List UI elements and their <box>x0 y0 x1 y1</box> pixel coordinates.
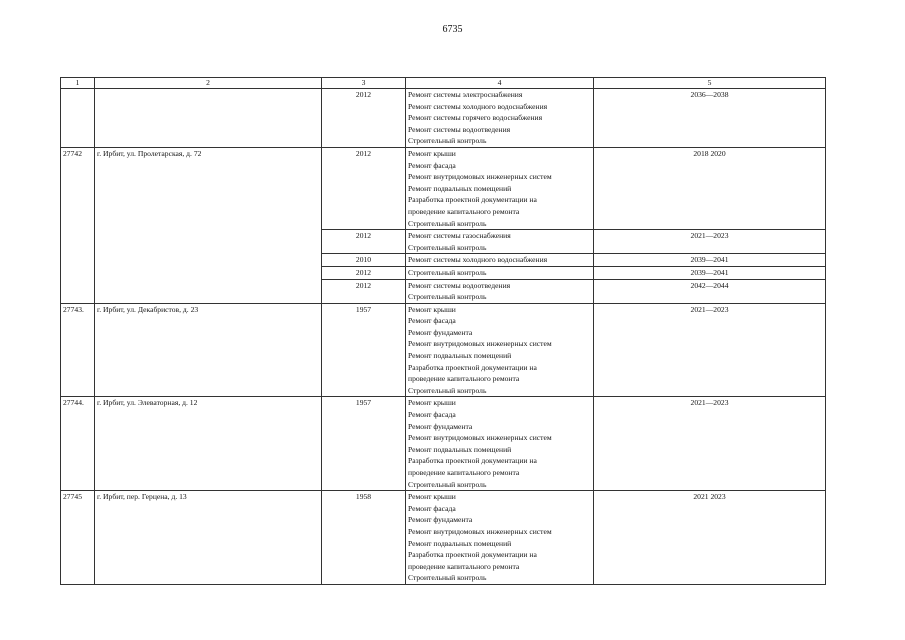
work-item: Ремонт подвальных помещений <box>408 351 512 361</box>
work-item: проведение капитального ремонта <box>408 206 520 216</box>
row-year: 2012 <box>322 89 406 148</box>
work-item: проведение капитального ремонта <box>408 468 520 477</box>
work-item: Разработка проектной документации на <box>408 550 537 560</box>
row-works <box>406 397 594 491</box>
work-item: Ремонт системы водоотведения <box>408 124 511 134</box>
work-item: Ремонт крыши <box>408 304 456 314</box>
work-item: Ремонт подвальных помещений <box>408 538 512 548</box>
page-number: 6735 <box>442 24 463 35</box>
work-item: Ремонт системы электроснабжения <box>408 90 523 99</box>
work-item: проведение капитального ремонта <box>408 374 520 384</box>
row-address: г. Ирбит, ул. Пролетарская, д. 72 <box>95 147 322 303</box>
work-item: Ремонт фундамента <box>408 327 473 337</box>
row-period: 2042—2044 <box>594 279 826 303</box>
header-cell-1: 1 <box>61 78 95 89</box>
table-row <box>61 491 826 585</box>
row-works <box>406 254 594 267</box>
work-item: Ремонт системы горячего водоснабжения <box>408 113 543 123</box>
row-works <box>406 266 594 279</box>
work-item: Ремонт системы холодного водоснабжения <box>408 101 548 111</box>
work-item: Строительный контроль <box>408 136 487 146</box>
work-item: Строительный контроль <box>408 479 487 489</box>
work-item: Ремонт системы холодного водоснабжения <box>408 255 548 265</box>
work-item: Разработка проектной документации на <box>408 362 537 372</box>
row-works <box>406 230 594 254</box>
row-period: 2021 2023 <box>594 491 826 585</box>
row-year: 2012 <box>322 279 406 303</box>
row-works <box>406 89 594 148</box>
row-number: 27743. <box>61 303 95 397</box>
work-item: Ремонт крыши <box>408 492 456 502</box>
row-works <box>406 279 594 303</box>
row-address: г. Ирбит, ул. Декабристов, д. 23 <box>95 303 322 397</box>
row-number: 27744. <box>61 397 95 491</box>
row-year: 1958 <box>322 491 406 585</box>
work-item: Ремонт подвальных помещений <box>408 444 512 454</box>
row-period: 2039—2041 <box>594 266 826 279</box>
header-cell-4: 4 <box>406 78 594 89</box>
row-year: 1957 <box>322 303 406 397</box>
work-item: Строительный контроль <box>408 292 487 302</box>
work-item: Ремонт системы водоотведения <box>408 280 511 290</box>
row-works <box>406 491 594 585</box>
row-year: 2012 <box>322 230 406 254</box>
work-item: Разработка проектной документации на <box>408 195 537 205</box>
work-item: Строительный контроль <box>408 218 487 228</box>
work-item: Строительный контроль <box>408 242 487 252</box>
work-item: проведение капитального ремонта <box>408 561 520 571</box>
header-row <box>61 78 826 89</box>
row-address: г. Ирбит, пер. Герцена, д. 13 <box>95 491 322 585</box>
row-period: 2021—2023 <box>594 230 826 254</box>
header-cell-2: 2 <box>95 78 322 89</box>
row-year: 2012 <box>322 147 406 229</box>
work-item: Строительный контроль <box>408 573 487 583</box>
row-period: 2036—2038 <box>594 89 826 148</box>
capital-repair-table <box>60 77 826 585</box>
header-cell-3: 3 <box>322 78 406 89</box>
row-year: 1957 <box>322 397 406 491</box>
row-works <box>406 147 594 229</box>
row-number <box>61 89 95 148</box>
row-period: 2021—2023 <box>594 397 826 491</box>
work-item: Строительный контроль <box>408 267 487 277</box>
work-item: Разработка проектной документации на <box>408 456 537 466</box>
work-item: Ремонт внутридомовых инженерных систем <box>408 339 552 349</box>
row-year: 2010 <box>322 254 406 267</box>
table-row <box>61 397 826 491</box>
work-item: Ремонт внутридомовых инженерных систем <box>408 433 552 443</box>
table-row <box>61 89 826 148</box>
work-item: Ремонт фасада <box>408 503 456 513</box>
row-year: 2012 <box>322 266 406 279</box>
work-item: Ремонт внутридомовых инженерных систем <box>408 526 552 536</box>
work-item: Ремонт фундамента <box>408 421 473 431</box>
work-item: Ремонт системы газоснабжения <box>408 231 511 241</box>
row-number: 27745 <box>61 491 95 585</box>
work-item: Строительный контроль <box>408 385 487 395</box>
work-item: Ремонт крыши <box>408 148 456 158</box>
work-item: Ремонт фасада <box>408 410 456 420</box>
row-address <box>95 89 322 148</box>
row-period: 2018 2020 <box>594 147 826 229</box>
table-row <box>61 303 826 397</box>
row-number: 27742 <box>61 147 95 303</box>
work-item: Ремонт фасада <box>408 316 456 326</box>
table-row <box>61 147 826 229</box>
work-item: Ремонт подвальных помещений <box>408 183 512 193</box>
work-item: Ремонт внутридомовых инженерных систем <box>408 172 552 182</box>
header-cell-5: 5 <box>594 78 826 89</box>
work-item: Ремонт фасада <box>408 160 456 170</box>
row-works <box>406 303 594 397</box>
work-item: Ремонт фундамента <box>408 515 473 525</box>
row-period: 2021—2023 <box>594 303 826 397</box>
row-address: г. Ирбит, ул. Элеваторная, д. 12 <box>95 397 322 491</box>
work-item: Ремонт крыши <box>408 398 456 408</box>
row-period: 2039—2041 <box>594 254 826 267</box>
